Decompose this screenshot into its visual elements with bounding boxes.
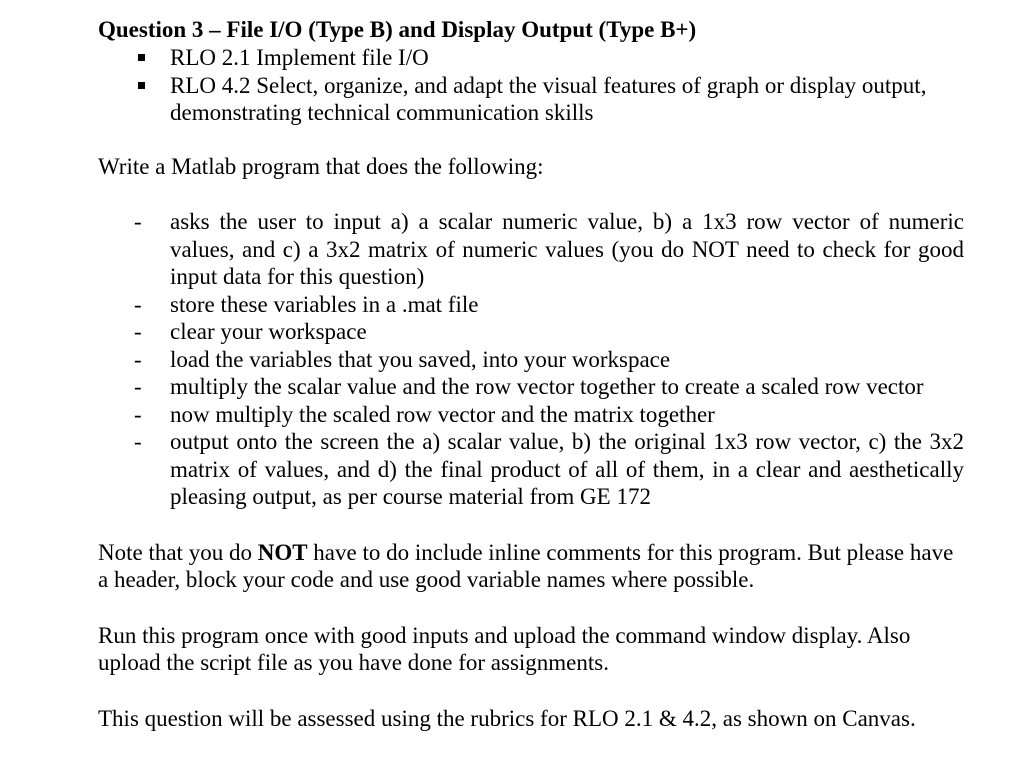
rlo-text: RLO 4.2 Select, organize, and adapt the visual features of graph or display output, demonstrating technical communication skills: [170, 72, 927, 125]
task-text: output onto the screen the a) scalar value, b) the original 1x3 row vector, c) the 3x2 matrix of values, and d) the final product of all of them, in a clear and aesthetically pleasing output, as per course material from GE 172: [170, 429, 964, 509]
square-bullet-icon: [138, 54, 145, 61]
dash-bullet: -: [134, 291, 142, 317]
rlo-list: [98, 44, 964, 127]
intro-paragraph: Write a Matlab program that does the following:: [98, 153, 544, 179]
rlo-item: [98, 44, 964, 72]
dash-bullet: -: [134, 429, 142, 454]
rlo-text: RLO 2.1 Implement file I/O: [170, 45, 429, 70]
task-text: asks the user to input a) a scalar numeric value, b) a 1x3 row vector of numeric values, and c) a 3x2 matrix of numeric values (you do NOT need to check for good input data for this question): [170, 209, 964, 289]
note-text-after: have to do include inline comments for this program. But please have a header, block your code and use good variable names where possible.: [98, 539, 954, 592]
task-text: store these variables in a .mat file: [170, 291, 479, 317]
rlo-item: [98, 72, 964, 127]
list-item: [98, 208, 964, 291]
task-text: clear your workspace: [170, 319, 367, 344]
dash-bullet: -: [134, 319, 142, 344]
list-item: [98, 428, 964, 511]
list-item: [98, 346, 964, 374]
note-paragraph: [98, 539, 964, 594]
question-heading: Question 3 – File I/O (Type B) and Display Output (Type B+): [98, 17, 697, 42]
dash-bullet: -: [134, 374, 142, 399]
task-text: load the variables that you saved, into your workspace: [170, 346, 671, 372]
dash-bullet: -: [134, 346, 142, 372]
list-item: [98, 401, 964, 429]
square-bullet-icon: [138, 82, 145, 89]
note-text-before: Note that you do: [98, 539, 258, 565]
run-paragraph: Run this program once with good inputs and upload the command window display. Also upload the script file as you have done for assignments.: [98, 622, 911, 675]
task-text: multiply the scalar value and the row vector together to create a scaled row vector: [170, 374, 924, 399]
list-item: [98, 373, 964, 401]
task-list: [98, 208, 964, 511]
dash-bullet: -: [134, 209, 142, 234]
assessment-paragraph: This question will be assessed using the rubrics for RLO 2.1 & 4.2, as shown on Canvas.: [98, 705, 916, 731]
task-text: now multiply the scaled row vector and the matrix together: [170, 401, 715, 427]
list-item: [98, 318, 964, 346]
note-emphasis: NOT: [257, 539, 308, 565]
list-item: [98, 291, 964, 319]
dash-bullet: -: [134, 401, 142, 427]
document-page: [98, 16, 964, 732]
